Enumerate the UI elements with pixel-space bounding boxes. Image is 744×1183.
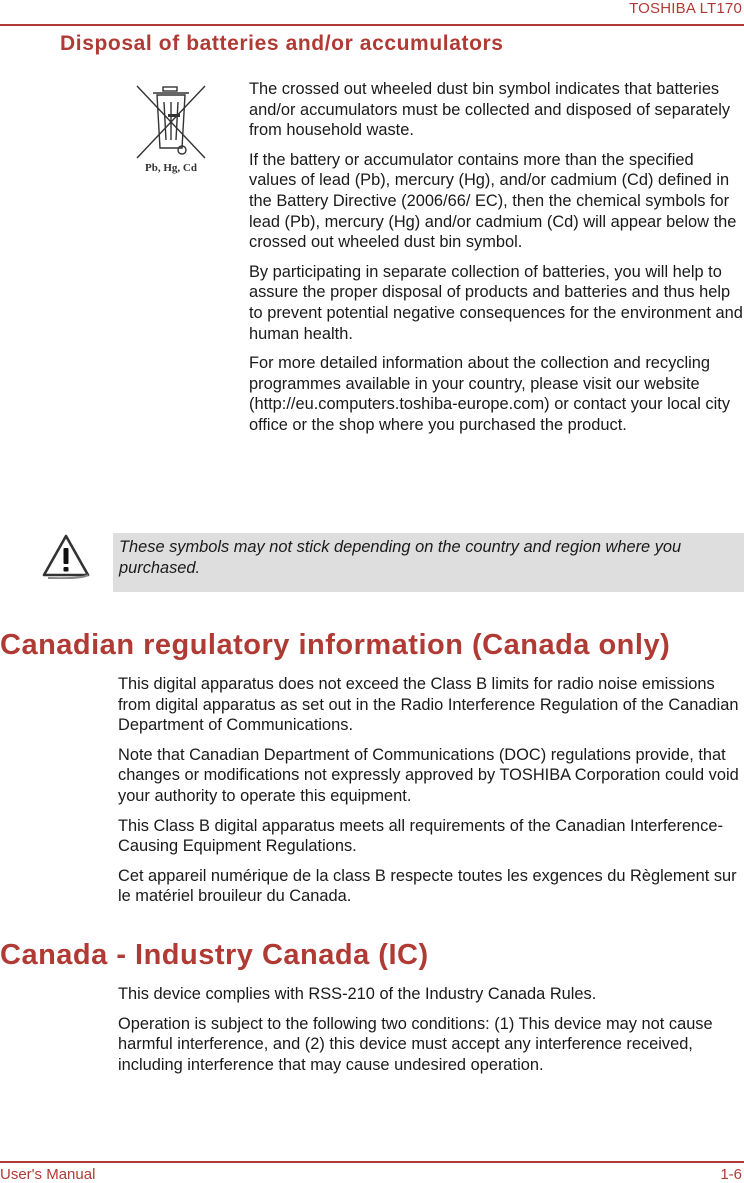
paragraph: This Class B digital apparatus meets all requirements of the Canadian Interference-Causing Equipment Regulations. bbox=[118, 816, 723, 856]
canadian-section-body bbox=[118, 674, 744, 916]
paragraph: If the battery or accumulator contains more than the specified values of lead (Pb), mercury (Hg), and/or cadmium (Cd) defined in the Battery Directive (2006/66/ EC), then the chemical symbols for lead (Pb), mercury (Hg) and/or cadmium (Cd) will appear below the crossed out wheeled dust bin symbol. bbox=[249, 150, 737, 252]
crossed-bin-figure bbox=[133, 82, 213, 182]
paragraph: The crossed out wheeled dust bin symbol indicates that batteries and/or accumulators must be collected and disposed of separately from household waste. bbox=[249, 80, 731, 140]
crossed-wheeled-bin-icon bbox=[133, 82, 209, 162]
note-text: These symbols may not stick depending on the country and region where you purchased. bbox=[119, 538, 682, 577]
canadian-section-title: Canadian regulatory information (Canada only) bbox=[0, 629, 671, 661]
paragraph: This device complies with RSS-210 of the Industry Canada Rules. bbox=[118, 985, 597, 1003]
header-rule bbox=[0, 24, 744, 26]
warning-triangle-icon bbox=[42, 533, 90, 579]
paragraph: Operation is subject to the following two conditions: (1) This device may not cause harmful interference, and (2) this device must accept any interference received, including interference that may cause undesired operation. bbox=[118, 1014, 713, 1074]
battery-section-body bbox=[249, 79, 743, 445]
paragraph: By participating in separate collection of batteries, you will help to assure the proper disposal of products and batteries and thus help to prevent potential negative consequences for the environment and human health. bbox=[249, 262, 743, 343]
page-number: 1-6 bbox=[720, 1166, 742, 1183]
paragraph: For more detailed information about the collection and recycling programmes available in your country, please visit our website (http://eu.computers.toshiba-europe.com) or contact your local city office or the shop where you purchased the product. bbox=[249, 354, 731, 434]
paragraph: Cet appareil numérique de la class B respecte toutes les exgences du Règlement sur le matériel brouileur du Canada. bbox=[118, 866, 737, 906]
chemical-symbols-caption: Pb, Hg, Cd bbox=[145, 162, 197, 174]
paragraph: This digital apparatus does not exceed the Class B limits for radio noise emissions from digital apparatus as set out in the Radio Interference Regulation of the Canadian Department of Communications. bbox=[118, 675, 739, 735]
ic-section-title: Canada - Industry Canada (IC) bbox=[0, 939, 429, 971]
header-product-name: TOSHIBA LT170 bbox=[629, 0, 742, 17]
footer-rule bbox=[0, 1161, 744, 1163]
battery-section-title: Disposal of batteries and/or accumulators bbox=[60, 32, 504, 55]
ic-section-body bbox=[118, 984, 744, 1084]
paragraph: Note that Canadian Department of Communications (DOC) regulations provide, that changes or modifications not expressly approved by TOSHIBA Corporation could void your authority to operate this equipment. bbox=[118, 745, 739, 805]
note-box bbox=[113, 533, 744, 592]
footer-manual-label: User's Manual bbox=[0, 1166, 96, 1183]
